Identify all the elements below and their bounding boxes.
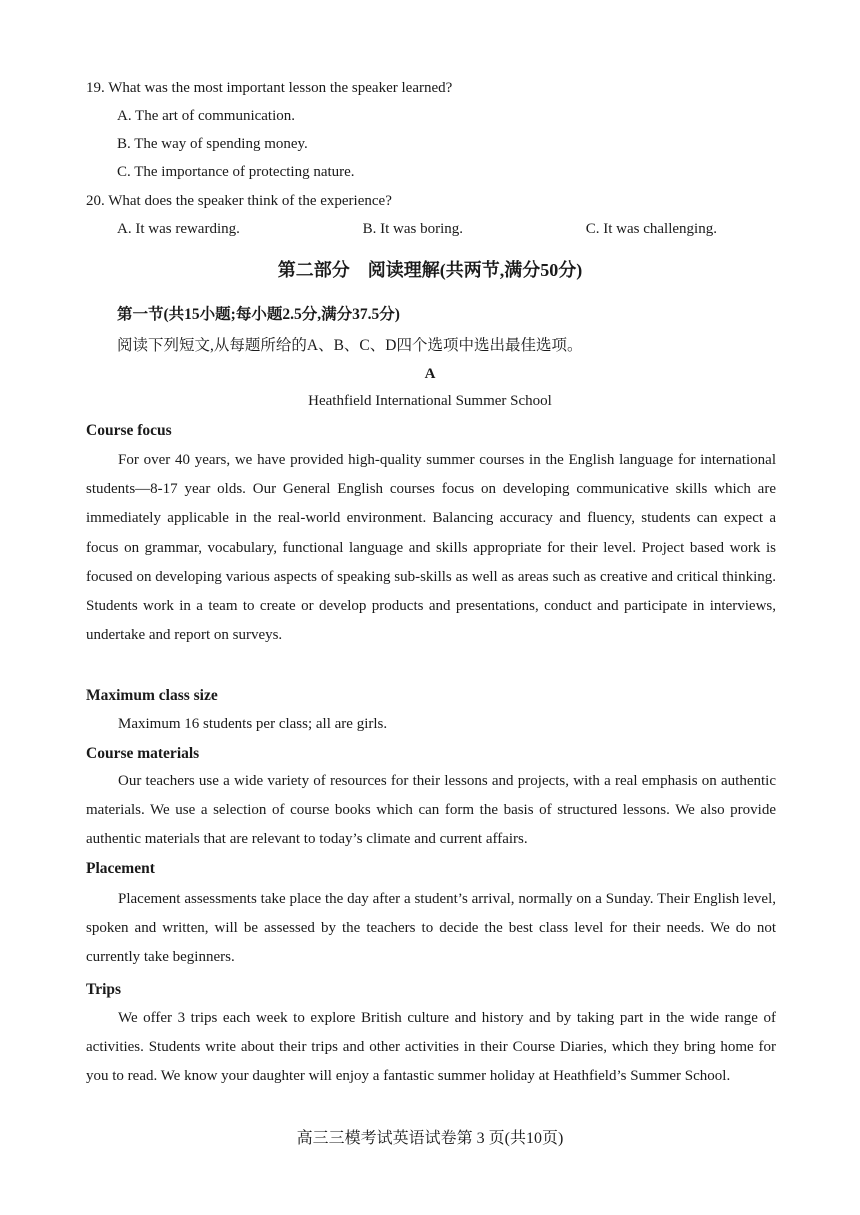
passage-letter: A xyxy=(424,366,436,382)
question-20-option-c: C. It was challenging. xyxy=(585,221,717,237)
course-focus-heading: Course focus xyxy=(86,422,172,439)
page-footer: 高三三模考试英语试卷第 3 页(共10页) xyxy=(296,1130,564,1147)
placement-heading: Placement xyxy=(86,860,155,877)
question-20-options xyxy=(117,219,717,239)
question-19-stem: 19. What was the most important lesson the speaker learned? xyxy=(86,80,453,96)
class-size-heading: Maximum class size xyxy=(86,687,218,704)
course-focus-paragraph: For over 40 years, we have provided high-quality summer courses in the English language for international students—8-17 year olds. Our General English courses focus on developing communicative skills which are immediately applicable in the real-world environment. Balancing accuracy and fluency, students can expect a focus on grammar, vocabulary, functional language and skills appropriate for their level. Project based work is focused on developing various aspects of speaking sub-skills as well as areas such as creative and critical thinking. Students work in a team to create or develop products and presentations, conduct and participate in interviews, undertake and report on surveys. xyxy=(86,452,776,644)
question-19-option-b: B. The way of spending money. xyxy=(117,136,308,152)
question-20-stem: 20. What does the speaker think of the experience? xyxy=(86,193,392,209)
materials-paragraph: Our teachers use a wide variety of resources for their lessons and projects, with a real emphasis on authentic materials. We use a selection of course books which can form the basis of structured lessons. We also provide authentic materials that are relevant to today’s climate and current affairs. xyxy=(86,773,776,848)
section-one-title: 第一节(共15小题;每小题2.5分,满分37.5分) xyxy=(117,306,400,323)
trips-heading: Trips xyxy=(86,981,122,998)
question-19-option-c: C. The importance of protecting nature. xyxy=(117,164,355,180)
section-instructions: 阅读下列短文,从每题所给的A、B、C、D四个选项中选出最佳选项。 xyxy=(117,337,583,354)
passage-title: Heathfield International Summer School xyxy=(308,393,552,409)
trips-paragraph: We offer 3 trips each week to explore British culture and history and by taking part in the wide range of activities. Students write about their trips and other activities in their Course Diaries, which they bring home for you to read. We know your daughter will enjoy a fantastic summer holiday at Heathfield’s Summer School. xyxy=(86,1010,776,1085)
placement-paragraph: Placement assessments take place the day after a student’s arrival, normally on a Sunday. Their English level, spoken and written, will be assessed by the teachers to decide the best class level for their needs. We do not currently take beginners. xyxy=(86,891,776,966)
materials-heading: Course materials xyxy=(86,745,200,762)
question-20-option-a: A. It was rewarding. xyxy=(117,221,240,237)
class-size-paragraph: Maximum 16 students per class; all are girls. xyxy=(118,716,388,732)
question-19-option-a: A. The art of communication. xyxy=(117,108,296,124)
part-two-title: 第二部分 阅读理解(共两节,满分50分) xyxy=(277,260,583,280)
question-20-option-b: B. It was boring. xyxy=(362,221,464,237)
